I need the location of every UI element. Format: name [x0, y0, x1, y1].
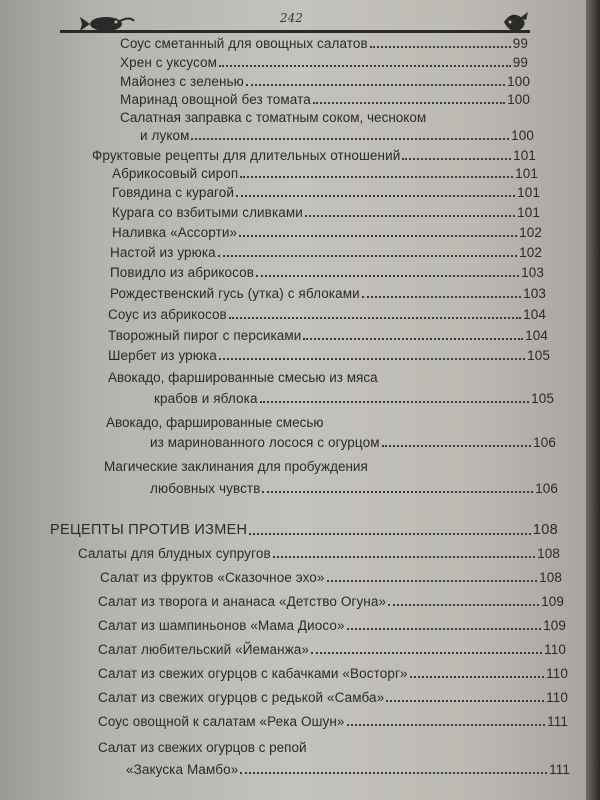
toc-entry-title: Настой из урюка — [110, 245, 216, 260]
toc-entry — [98, 642, 566, 657]
toc-entry-page: 99 — [512, 36, 528, 51]
toc-entry-title: Салат из фруктов «Сказочное эхо» — [100, 570, 325, 585]
leader-dots — [347, 628, 542, 630]
toc-entry-title: Магические заклинания для пробуждения — [104, 459, 368, 474]
toc-entry — [108, 307, 546, 322]
toc-entry-title: Курага со взбитыми сливками — [112, 205, 303, 220]
toc-entry — [150, 481, 558, 496]
leader-dots — [236, 195, 515, 197]
leader-dots — [410, 676, 545, 678]
toc-entry — [98, 594, 564, 609]
toc-entry — [98, 714, 568, 729]
toc-entry-title: Салаты для блудных супругов — [78, 546, 271, 561]
toc-entry-page: 108 — [539, 570, 562, 585]
leader-dots — [239, 235, 517, 237]
toc-section — [92, 148, 536, 163]
leader-dots — [386, 700, 544, 702]
toc-entry-title: Салат из творога и ананаса «Детство Огуна» — [98, 594, 387, 609]
toc-entry-title: Салат из свежих огурцов с редькой «Самба» — [98, 690, 385, 705]
toc-entry-page: 105 — [531, 391, 554, 406]
toc-section — [78, 546, 560, 561]
toc-entry-title: Шербет из урюка — [108, 348, 217, 363]
toc-entry-title: Маринад овощной без томата — [120, 92, 311, 107]
toc-entry-title: и луком — [140, 128, 190, 143]
toc-entry-title: Салат из свежих огурцов с кабачками «Восторг» — [98, 666, 408, 681]
toc-entry-title: Соус овощной к салатам «Река Ошун» — [98, 714, 345, 729]
leader-dots — [218, 255, 517, 257]
leader-dots — [256, 275, 519, 277]
toc-entry-title: Творожный пирог с персиками — [108, 328, 302, 343]
toc-entry-title: Абрикосовый сироп — [112, 166, 239, 181]
toc-entry-page: 109 — [541, 594, 564, 609]
toc-entry-title: Салатная заправка с томатным соком, чесноком — [120, 110, 427, 125]
leader-dots — [229, 317, 521, 319]
toc-entry-page: 110 — [546, 690, 568, 705]
toc-entry-page: 109 — [543, 618, 566, 633]
toc-entry-page: 100 — [507, 74, 530, 89]
leader-dots — [246, 84, 505, 86]
leader-dots — [305, 215, 515, 217]
fish-ornament-left-icon — [78, 12, 138, 38]
toc-entry-title: Рождественский гусь (утка) с яблоками — [110, 286, 360, 301]
leader-dots — [382, 445, 532, 447]
toc-entry-page: 100 — [511, 128, 534, 143]
leader-dots — [402, 158, 511, 160]
toc-entry-page: 110 — [544, 642, 566, 657]
chapter-title: РЕЦЕПТЫ ПРОТИВ ИЗМЕН — [50, 522, 248, 538]
toc-entry — [120, 74, 530, 89]
leader-dots — [347, 724, 546, 726]
toc-entry-page: 111 — [549, 762, 570, 777]
toc-entry-page: 105 — [527, 348, 550, 363]
leader-dots — [219, 65, 511, 67]
toc-entry-page: 108 — [537, 546, 560, 561]
toc-entry — [154, 391, 554, 406]
leader-dots — [313, 102, 505, 104]
toc-entry-title: Авокадо, фаршированные смесью — [106, 415, 324, 430]
toc-entry — [112, 166, 538, 181]
toc-entry — [108, 348, 550, 363]
leader-dots — [311, 652, 542, 654]
toc-entry-page: 99 — [512, 55, 528, 70]
toc-entry-page: 102 — [519, 245, 542, 260]
leader-dots — [219, 358, 525, 360]
toc-entry-title: крабов и яблока — [154, 391, 258, 406]
toc-entry — [110, 286, 546, 301]
toc-entry — [140, 128, 534, 143]
toc-entry-title: Салат любительский «Йеманжа» — [98, 642, 310, 657]
book-edge-shadow — [586, 0, 600, 800]
toc-entry-page: 101 — [517, 205, 540, 220]
toc-entry-title: Хрен с уксусом — [120, 55, 217, 70]
leader-dots — [262, 491, 533, 493]
toc-entry — [112, 225, 542, 240]
toc-entry-title: Говядина с курагой — [112, 185, 235, 200]
leader-dots — [249, 533, 531, 535]
toc-entry-page: 103 — [521, 265, 544, 280]
toc-entry — [112, 185, 540, 200]
toc-entry-page: 102 — [519, 225, 542, 240]
toc-entry-title: «Закуска Мамбо» — [126, 762, 239, 777]
toc-entry-page: 103 — [523, 286, 546, 301]
toc-entry-title: Соус из абрикосов — [108, 307, 227, 322]
toc-entry — [110, 265, 544, 280]
toc-entry — [150, 435, 556, 450]
toc-entry — [120, 55, 528, 70]
leader-dots — [303, 338, 523, 340]
leader-dots — [362, 296, 521, 298]
toc-entry — [110, 245, 542, 260]
toc-entry-title: Повидло из абрикосов — [110, 265, 255, 280]
fish-ornament-right-icon — [498, 8, 532, 38]
page-number: 242 — [280, 11, 303, 25]
toc-entry-title: любовных чувств — [150, 481, 261, 496]
toc-entry-title: Салат из свежих огурцов с репой — [98, 740, 307, 755]
leader-dots — [388, 604, 539, 606]
toc-entry-page: 101 — [513, 148, 536, 163]
toc-entry-page: 110 — [546, 666, 568, 681]
toc-entry-page: 108 — [532, 522, 558, 538]
toc-entry-title: Салат из шампиньонов «Мама Диосо» — [98, 618, 345, 633]
toc-entry — [108, 328, 548, 343]
leader-dots — [240, 772, 547, 774]
toc-entry-title: Наливка «Ассорти» — [112, 225, 238, 240]
toc-entry-title: из маринованного лосося с огурцом — [150, 435, 380, 450]
toc-entry — [112, 205, 540, 220]
toc-entry-page: 106 — [533, 435, 556, 450]
leader-dots — [327, 580, 538, 582]
toc-entry-page: 100 — [507, 92, 530, 107]
toc-entry-title: Фруктовые рецепты для длительных отношений — [92, 148, 401, 163]
toc-entry-page: 104 — [523, 307, 546, 322]
leader-dots — [191, 138, 509, 140]
toc-entry-title: Соус сметанный для овощных салатов — [120, 36, 368, 51]
toc-entry — [120, 36, 528, 51]
toc-entry-page: 101 — [515, 166, 538, 181]
toc-entry — [98, 666, 568, 681]
toc-entry — [98, 690, 568, 705]
toc-entry — [100, 570, 562, 585]
toc-entry — [98, 618, 566, 633]
toc-entry-title: Авокадо, фаршированные смесью из мяса — [108, 370, 378, 385]
toc-chapter — [50, 522, 558, 538]
toc-entry-page: 111 — [547, 714, 568, 729]
leader-dots — [260, 401, 530, 403]
toc-entry-page: 104 — [525, 328, 548, 343]
toc-entry — [126, 762, 570, 777]
toc-entry-title: Майонез с зеленью — [120, 74, 244, 89]
leader-dots — [273, 556, 535, 558]
toc-entry — [120, 92, 530, 107]
leader-dots — [240, 176, 513, 178]
leader-dots — [370, 46, 511, 48]
toc-entry-page: 106 — [535, 481, 558, 496]
toc-entry-page: 101 — [517, 185, 540, 200]
